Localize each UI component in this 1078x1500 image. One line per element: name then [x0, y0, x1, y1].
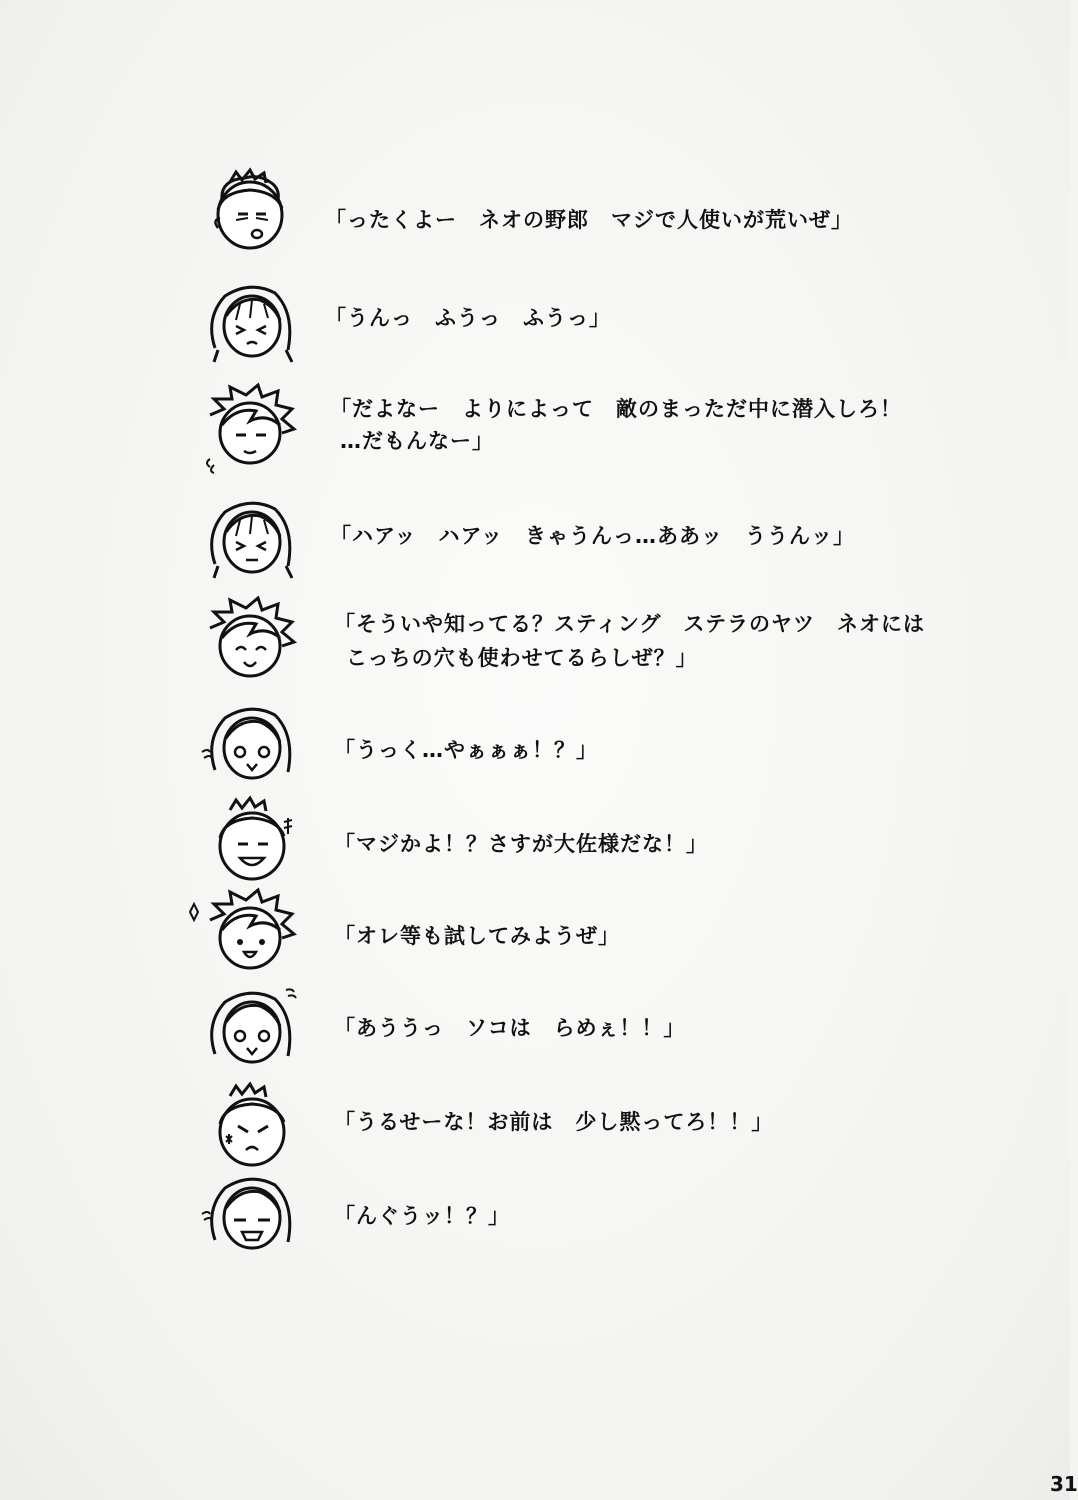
dialogue-text: 「ハアッ ハアッ きゃうんっ…ああッ ううんッ」 [330, 524, 856, 548]
girl-face-icon [200, 494, 300, 584]
dialogue-text: 「マジかよ！？さすが大佐様だな！」 [334, 832, 708, 856]
dialogue-text: 「オレ等も試してみようぜ」 [334, 924, 620, 948]
boy-face-icon [200, 890, 300, 980]
girl-face-icon [200, 984, 300, 1074]
dialogue-text: 「うっく…やぁぁぁ！？」 [334, 738, 598, 762]
dialogue-text: 「あううっ ソコは らめぇ！！」 [334, 1016, 686, 1040]
dialogue-text: 「うんっ ふうっ ふうっ」 [325, 306, 611, 330]
man-face-icon [200, 1084, 300, 1174]
girl-face-icon [200, 278, 300, 368]
dialogue-text: …だもんなー」 [340, 429, 494, 453]
dialogue-text: 「そういや知ってる？スティング ステラのヤツ ネオには [334, 612, 926, 636]
dialogue-text: こっちの穴も使わせてるらしぜ？」 [346, 646, 698, 670]
boy-face-icon [200, 598, 300, 688]
dialogue-text: 「だよなー よりによって 敵のまっただ中に潜入しろ！ [330, 397, 902, 421]
girl-face-icon [200, 1170, 300, 1260]
dialogue-text: 「んぐうッ！？」 [334, 1204, 510, 1228]
man-face-icon [200, 798, 300, 888]
man-face-icon [200, 170, 300, 260]
page-number: 31 [1050, 1472, 1078, 1496]
dialogue-text: 「うるせーな！お前は 少し黙ってろ！！」 [334, 1110, 774, 1134]
dialogue-text: 「ったくよー ネオの野郎 マジで人使いが荒いぜ」 [325, 208, 853, 232]
boy-face-icon [200, 385, 300, 475]
girl-face-icon [200, 700, 300, 790]
